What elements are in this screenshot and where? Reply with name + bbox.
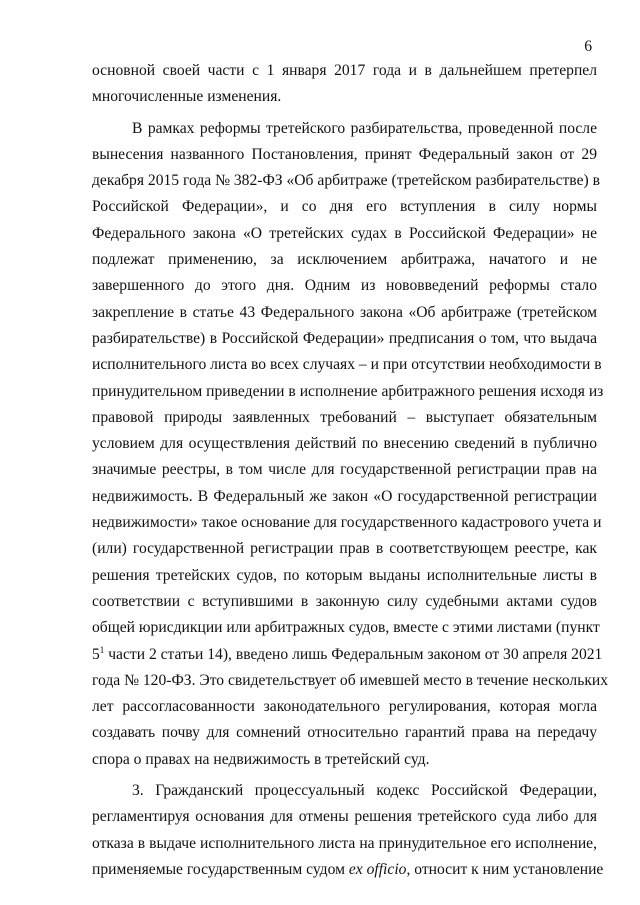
- text-segment: части 2 статьи 14), введено лишь Федеральным законом от 30 апреля 2021: [104, 645, 603, 663]
- latin-term: ex officio: [348, 860, 407, 878]
- text-line: закрепление в статье 43 Федерального закона «Об арбитраже (третейском: [92, 303, 597, 321]
- text-line: лет рассогласованности законодательного регулирования, которая могла: [92, 698, 597, 716]
- text-line: создавать почву для сомнений относительно гарантий права на передачу: [92, 724, 597, 742]
- text-line: Федерального закона «О третейских судах в Российской Федерации» не: [92, 224, 597, 242]
- text-line: Российской Федерации», и со дня его вступления в силу нормы: [92, 198, 597, 216]
- text-line: многочисленные изменения.: [92, 88, 282, 106]
- superscript: 1: [99, 644, 105, 655]
- text-line: вынесения названного Постановления, принят Федеральный закон от 29: [92, 145, 597, 163]
- text-line: недвижимость. В Федеральный же закон «О государственной регистрации: [92, 487, 597, 505]
- text-line: значимые реестры, в том числе для государственной регистрации прав на: [92, 461, 597, 479]
- text-line: недвижимости» такое основание для государственного кадастрового учета и: [92, 514, 602, 532]
- text-line: [92, 857, 604, 883]
- text-line: разбирательстве) в Российской Федерации» предписания о том, что выдача: [92, 329, 597, 347]
- text-line: завершенного до этого дня. Одним из нововведений реформы стало: [92, 277, 597, 295]
- text-line: соответствии с вступившими в законную силу судебными актами судов: [92, 592, 597, 610]
- page-number: 6: [584, 38, 592, 55]
- text-line: основной своей части с 1 января 2017 года и в дальнейшем претерпел: [92, 62, 597, 79]
- text-line: условием для осуществления действий по внесению сведений в публично: [92, 435, 597, 453]
- footnote-number: 5: [92, 645, 100, 663]
- text-line: общей юрисдикции или арбитражных судов, вместе с этими листами (пункт: [92, 619, 600, 637]
- text-line: регламентируя основания для отмены решения третейского суда либо для: [92, 808, 597, 826]
- text-line: декабря 2015 года № 382-ФЗ «Об арбитраже (третейском разбирательстве) в: [92, 172, 600, 190]
- text-line: решения третейских судов, по которым выданы исполнительные листы в: [92, 566, 597, 584]
- text-line: года № 120-ФЗ. Это свидетельствует об имевшей место в течение нескольких: [92, 671, 609, 689]
- text-line: В рамках реформы третейского разбирательства, проведенной после: [132, 119, 597, 137]
- text-segment: применяемые государственным судом: [92, 860, 349, 878]
- text-line: [92, 642, 603, 668]
- text-line: исполнительного листа во всех случаях – и при отсутствии необходимости в: [92, 356, 602, 374]
- text-line: спора о правах на недвижимость в третейский суд.: [92, 750, 430, 768]
- text-segment: , относит к ним установление: [406, 860, 604, 878]
- text-line: правовой природы заявленных требований – выступает обязательным: [92, 408, 597, 426]
- text-line: 3. Гражданский процессуальный кодекс Российской Федерации,: [132, 782, 597, 800]
- text-line: принудительном приведении в исполнение арбитражного решения исходя из: [92, 382, 604, 400]
- text-line: (или) государственной регистрации прав в соответствующем реестре, как: [92, 540, 597, 558]
- text-line: отказа в выдаче исполнительного листа на принудительное его исполнение,: [92, 834, 597, 852]
- document-body: [92, 58, 609, 883]
- text-line: подлежат применению, за исключением арбитража, начатого и не: [92, 251, 597, 269]
